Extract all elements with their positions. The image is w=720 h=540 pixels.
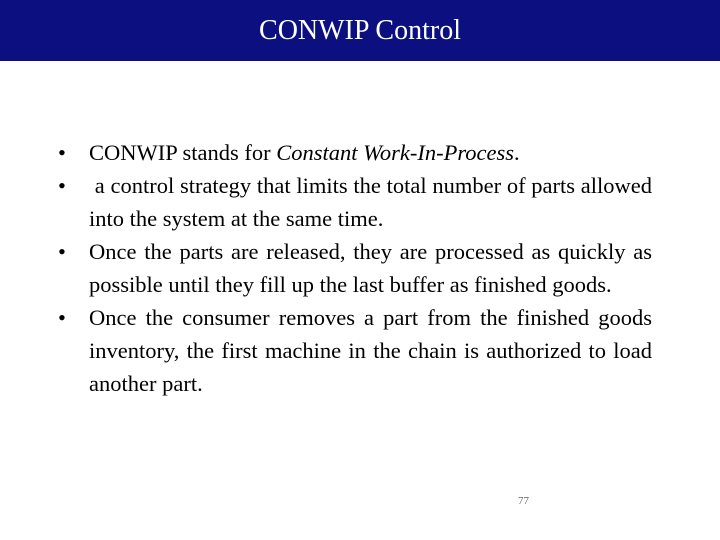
bullet-text-italic: Constant Work-In-Process xyxy=(276,140,514,165)
bullet-item-definition xyxy=(58,136,652,169)
bullet-icon: • xyxy=(58,140,66,165)
bullet-item-release xyxy=(58,235,652,301)
bullet-icon: • xyxy=(58,239,66,264)
bullet-list xyxy=(58,136,658,400)
bullet-text: Once the consumer removes a part from the finished goods inventory, the first machine in the chain is authorized to load another part. xyxy=(89,305,652,396)
bullet-text: a control strategy that limits the total number of parts allowed into the system at the same time. xyxy=(89,173,658,231)
bullet-text: Once the parts are released, they are processed as quickly as possible until they fill up the last buffer as finished goods. xyxy=(89,239,652,297)
bullet-text-after: . xyxy=(513,140,520,165)
bullet-item-strategy xyxy=(58,169,658,235)
bullet-text-before: CONWIP stands for xyxy=(89,140,277,165)
title-bar xyxy=(0,0,720,61)
slide-title: CONWIP Control xyxy=(259,15,461,46)
page-number: 77 xyxy=(518,495,529,507)
bullet-icon: • xyxy=(58,173,66,198)
slide-content xyxy=(58,136,658,400)
bullet-item-consumer xyxy=(58,301,652,400)
bullet-icon: • xyxy=(58,305,66,330)
